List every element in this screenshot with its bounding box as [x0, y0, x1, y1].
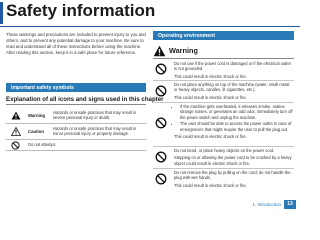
environment-row-paragraph: Do not place anything on top of the machine (water, small metal or heavy objects, candles, lit cigarettes, etc.).: [174, 82, 290, 93]
environment-row-paragraph: Do not bend, or place heavy objects on the power cord.: [174, 148, 275, 153]
warning-divider: [153, 58, 294, 59]
environment-row-text: [174, 148, 293, 168]
footer-chapter: 1. Introduction: [252, 201, 281, 207]
warning-label: Warning: [169, 46, 198, 55]
environment-row-paragraph: This could result in electric shock or fire.: [174, 182, 247, 188]
page-header: [0, 0, 300, 28]
subheading-divider: [6, 104, 146, 105]
prohibited-icon: [155, 173, 167, 185]
environment-row-text: [174, 170, 293, 190]
warning-triangle-icon: [153, 45, 166, 57]
symbol-row-caution: [6, 124, 146, 140]
environment-row-paragraph: Do not use if the power cord is damaged or if the electrical outlet is not grounded.: [174, 61, 291, 72]
symbol-description: Do not attempt.: [28, 142, 56, 147]
prohibited-icon: [155, 151, 167, 163]
symbol-row-warning: [6, 108, 146, 124]
environment-row-paragraph: This could result in electric shock or fire.: [174, 94, 247, 100]
prohibited-icon: [11, 141, 20, 150]
caution-triangle-icon: [11, 127, 21, 136]
environment-bullet: • If the machine gets overheated, it releases smoke, makes strange noises, or generates an odd odor, immediately turn off the power switch and unplug the machine.: [180, 104, 293, 120]
warning-triangle-icon: [11, 111, 21, 120]
environment-row: [153, 169, 294, 191]
environment-row-paragraph: Stepping on or allowing the power cord to be crushed by a heavy object could result in electric shock or fire.: [174, 155, 292, 166]
page-title: Safety information: [6, 1, 156, 20]
prohibited-icon: [155, 117, 167, 129]
environment-row-text: [174, 61, 293, 81]
intro-paragraph: These warnings and precautions are included to prevent injury to you and others, and to prevent any potential damage to your machine. Be sure to read and understand all of these instructions before using the machine. After reading this section, keep it in a safe place for future reference.: [6, 32, 146, 56]
prohibited-icon: [155, 63, 167, 75]
environment-row-text: [174, 82, 293, 102]
prohibited-icon: [155, 85, 167, 97]
title-divider: [0, 26, 300, 27]
symbol-row-prohibited: [6, 140, 146, 151]
symbol-term: Warning: [28, 113, 46, 118]
symbol-description: Hazards or unsafe practices that may result in minor personal injury or property damage.: [53, 125, 137, 137]
symbol-description: Hazards or unsafe practices that may result in severe personal injury or death.: [53, 109, 137, 121]
symbols-section-title: Important safety symbols: [11, 84, 74, 91]
environment-row: [153, 81, 294, 103]
environment-row: [153, 147, 294, 169]
environment-row-text: [174, 104, 293, 141]
environment-bullet: • The user should be able to access the power outlet in case of emergencies that might require the user to pull the plug out.: [180, 121, 293, 132]
environment-section-banner: [153, 31, 294, 40]
symbol-term: Caution: [28, 129, 44, 134]
environment-row: [153, 103, 294, 147]
title-accent-bar: [0, 2, 3, 24]
environment-section-title: Operating environment: [158, 32, 216, 39]
environment-row: [153, 60, 294, 81]
environment-row-paragraph: This could result in electric shock or fire.: [174, 134, 247, 140]
environment-bullet-list: [174, 104, 293, 132]
symbols-subheading: Explanation of all icons and signs used in this chapter: [6, 96, 164, 103]
symbols-section-banner: [6, 83, 146, 92]
environment-row-paragraph: This could result in electric shock or fire.: [174, 73, 247, 79]
page-number: 13: [284, 200, 296, 209]
environment-row-paragraph: Do not remove the plug by pulling on the cord; do not handle the plug with wet hands.: [174, 170, 291, 181]
